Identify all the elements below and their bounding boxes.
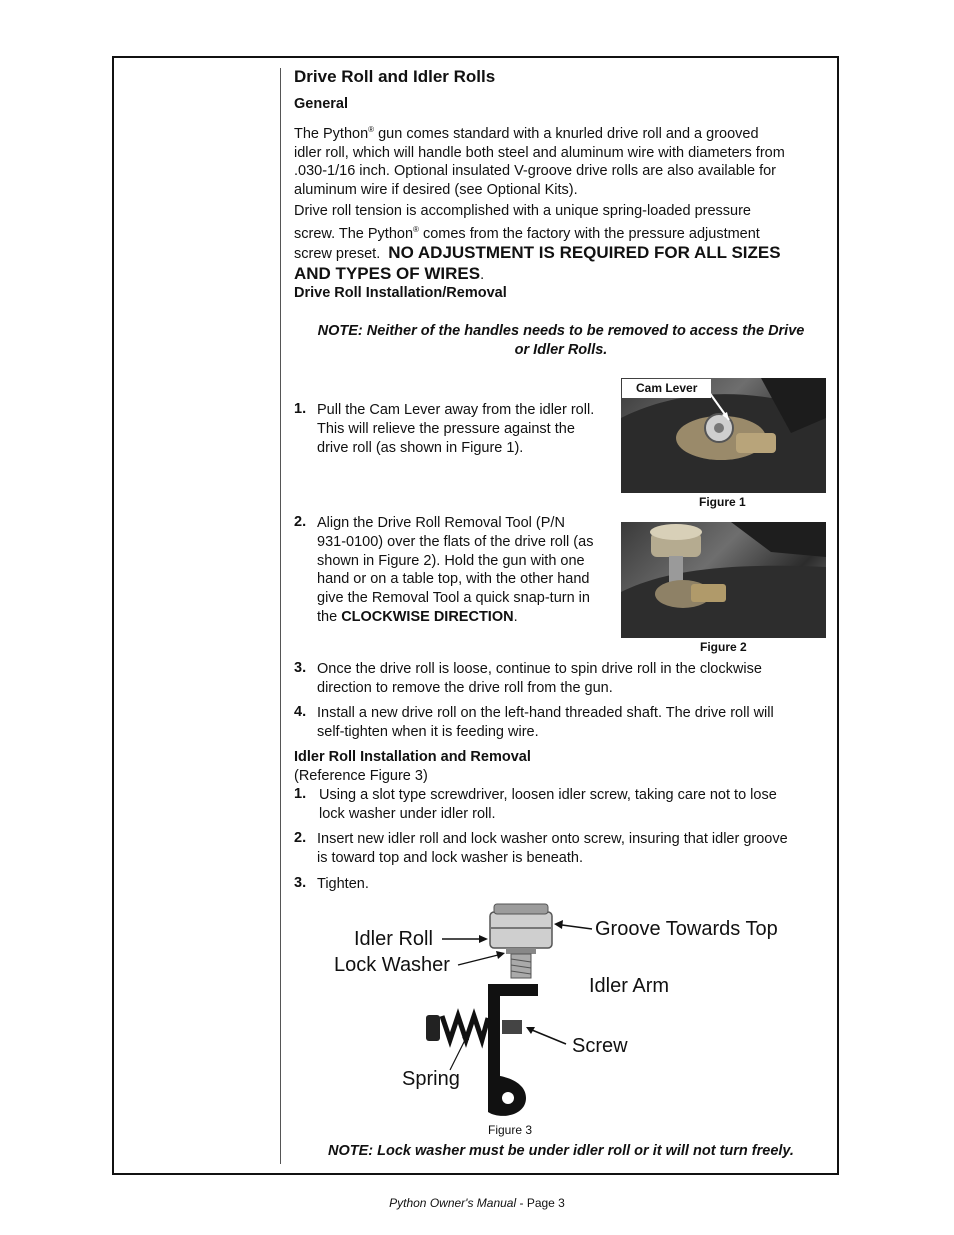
lock-washer-note: NOTE: Lock washer must be under idler roll or it will not turn freely. — [328, 1143, 794, 1159]
figure-2-photo — [621, 522, 826, 638]
label-spring: Spring — [402, 1068, 460, 1090]
idler-step-1-text: Using a slot type screwdriver, loosen idler screw, taking care not to lose lock washer under idler roll. — [319, 787, 777, 822]
no-adjustment-emphasis: NO ADJUSTMENT IS REQUIRED FOR ALL SIZES — [388, 243, 781, 263]
idler-step-2-number: 2. — [294, 830, 307, 846]
handles-note: NOTE: Neither of the handles needs to be removed to access the Drive or Idler Rolls. — [317, 323, 805, 358]
left-column-divider — [280, 68, 281, 1164]
idler-install-heading: Idler Roll Installation and Removal — [294, 749, 531, 765]
idler-reference: (Reference Figure 3) — [294, 768, 428, 784]
section-title: Drive Roll and Idler Rolls — [294, 67, 496, 86]
idler-step-3-number: 3. — [294, 875, 307, 891]
drive-step-2-text: Align the Drive Roll Removal Tool (P/N 931-0100) over the flats of the drive roll (as shown in Figure 2). Hold the gun with one hand or on a table top, with the other hand give the Removal Tool a quick snap-turn in the CLOCKWISE DIRECTION. — [317, 515, 594, 625]
idler-step-3-text: Tighten. — [317, 876, 369, 892]
drive-step-1-number: 1. — [294, 401, 307, 417]
drive-step-3-number: 3. — [294, 660, 307, 676]
idler-step-1-number: 1. — [294, 786, 307, 802]
label-idler-roll: Idler Roll — [354, 928, 433, 950]
general-paragraph-1: The Python® gun comes standard with a knurled drive roll and a grooved idler roll, which will handle both steel and aluminum wire with diameters from .030-1/16 inch. Optional insulated V-groove drive rolls are also available for aluminum wire if desired (see Optional Kits). — [294, 125, 785, 199]
clockwise-direction-emphasis: CLOCKWISE DIRECTION — [341, 608, 514, 625]
drive-step-4-text: Install a new drive roll on the left-hand threaded shaft. The drive roll will self-tighten when it is feeding wire. — [317, 705, 774, 740]
drive-step-4-number: 4. — [294, 704, 307, 720]
drive-install-heading: Drive Roll Installation/Removal — [294, 285, 507, 301]
figure-3-caption: Figure 3 — [488, 1123, 533, 1137]
figure-3-diagram — [330, 898, 800, 1120]
page-footer: Python Owner's Manual - Page 3 — [389, 1196, 565, 1210]
figure-2-illustration — [621, 522, 826, 638]
label-screw: Screw — [572, 1035, 628, 1057]
drive-step-3-text: Once the drive roll is loose, continue to spin drive roll in the clockwise direction to remove the drive roll from the gun. — [317, 661, 762, 696]
figure-1-photo — [621, 378, 826, 493]
general-paragraph-2: Drive roll tension is accomplished with a unique spring-loaded pressure screw. The Python® comes from the factory with the pressure adjustment screw preset. NO ADJUSTMENT IS REQUIRED FOR ALL SIZES AND TYPES OF WIRES. — [294, 203, 781, 284]
figure-1-caption: Figure 1 — [699, 495, 746, 509]
cam-lever-callout: Cam Lever — [622, 379, 711, 398]
figure-2-caption: Figure 2 — [700, 640, 747, 654]
idler-step-2-text: Insert new idler roll and lock washer onto screw, insuring that idler groove is toward top and lock washer is beneath. — [317, 831, 788, 866]
label-idler-arm: Idler Arm — [589, 975, 670, 997]
drive-step-2-number: 2. — [294, 514, 307, 530]
drive-step-1-text: Pull the Cam Lever away from the idler roll. This will relieve the pressure against the drive roll (as shown in Figure 1). — [317, 402, 595, 456]
label-lock-washer: Lock Washer — [334, 954, 450, 976]
label-groove-towards-top: Groove Towards Top — [595, 918, 778, 940]
general-heading: General — [294, 96, 348, 112]
